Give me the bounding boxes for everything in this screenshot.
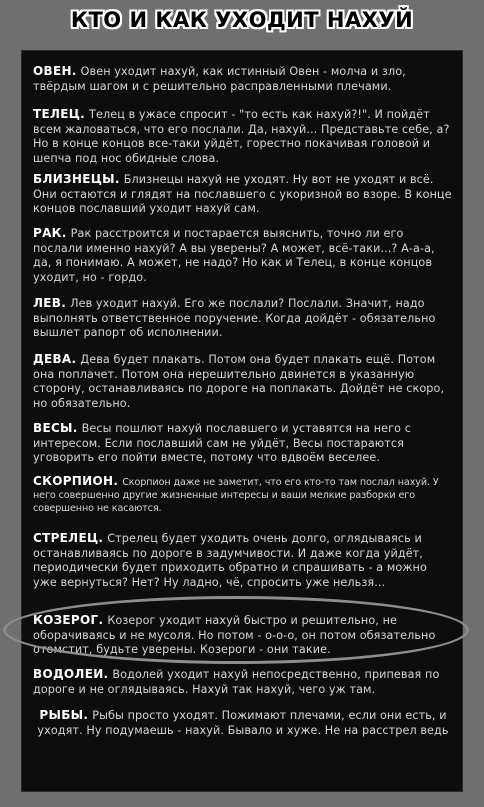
- entry-heading: ОВЕН.: [33, 64, 77, 78]
- entry-text: Лев уходит нахуй. Его же послали? Послали. Значит, надо выполнять ответственное поручение. Когда дойдёт - обязательно вышлет рапорт об исполнении.: [33, 297, 436, 340]
- entry-heading: ВЕСЫ.: [33, 421, 78, 435]
- entry-text: Рыбы просто уходят. Пожимают плечами, если они есть, и уходят. Ну подумаешь - нахуй. Бывало и хуже. Не на расстрел ведь: [37, 709, 449, 737]
- entry-heading: ВОДОЛЕИ.: [33, 667, 109, 681]
- entry-text: Весы пошлют нахуй пославшего и уставятся на него с интересом. Если пославший сам не уйдёт, Весы постараются уговорить его пойти вместе, потому что вдвоём веселее.: [33, 422, 411, 465]
- entry-heading: РАК.: [33, 226, 67, 240]
- entry-heading: РЫБЫ.: [39, 708, 89, 722]
- entry-leo: [33, 296, 453, 341]
- entry-text: Рак расстроится и постарается выяснить, точно ли его послали именно нахуй? А вы уверены? А может, всё-таки...? А-а-а, да, я понимаю. А может, не надо? Но как и Телец, в конце концов уходит, но - гордо.: [33, 227, 435, 284]
- page-title: КТО И КАК УХОДИТ НАХУЙ: [70, 8, 414, 32]
- entry-heading: ДЕВА.: [33, 352, 77, 366]
- entry-cancer: [33, 226, 453, 285]
- entry-virgo: [33, 352, 453, 411]
- entry-text: Стрелец будет уходить очень долго, оглядываясь и останавливаясь по дороге в задумчивости. И даже когда уйдёт, периодически будет приходить обратно и спрашивать - а можно уже вернуться? Нет? Ну ладно, чё, спросить уже нельзя...: [33, 532, 427, 589]
- entry-heading: БЛИЗНЕЦЫ.: [33, 172, 120, 186]
- entry-gemini: [33, 172, 453, 217]
- entry-text: Овен уходит нахуй, как истинный Овен - молча и зло, твёрдым шагом и с решительно расправленными плечами.: [33, 65, 406, 93]
- entry-capricorn: [33, 613, 453, 658]
- entry-text: Водолей уходит нахуй непосредственно, припевая по дороге и не оглядываясь. Нахуй так нахуй, чего уж там.: [33, 668, 440, 696]
- entry-heading: ТЕЛЕЦ.: [33, 107, 86, 121]
- entry-heading: КОЗЕРОГ.: [33, 613, 104, 627]
- entry-heading: СКОРПИОН.: [33, 474, 119, 488]
- entry-aries: [33, 64, 453, 94]
- entry-text: Козерог уходит нахуй быстро и решительно, не оборачиваясь и не мусоля. Но потом - о-о-о, он потом обязательно отомстит, будьте уверены. Козероги - они такие.: [33, 614, 436, 657]
- entry-heading: СТРЕЛЕЦ.: [33, 531, 104, 545]
- entry-aquarius: [33, 667, 453, 697]
- entry-scorpio: [33, 475, 453, 516]
- entry-text: Близнецы нахуй не уходят. Ну вот не уходят и всё. Они остаются и глядят на пославшего с укоризной во взоре. В конце концов пославший уходит нахуй сам.: [33, 173, 452, 216]
- entry-heading: ЛЕВ.: [33, 296, 67, 310]
- entry-text: Скорпион даже не заметит, что его кто-то там послал нахуй. У него совершенно другие жизненные интересы и ваши мелкие разборки его совершенно не касаются.: [33, 477, 439, 515]
- entry-libra: [33, 421, 453, 466]
- entry-text: Дева будет плакать. Потом она будет плакать ещё. Потом она поплачет. Потом она нерешительно двинется в указанную сторону, останавливаясь по дороге на поплакать. Дойдёт не скоро, но обязательно.: [33, 353, 445, 410]
- entry-pisces: [33, 708, 453, 738]
- entry-sagittarius: [33, 531, 453, 590]
- entry-taurus: [33, 107, 453, 166]
- entry-text: Телец в ужасе спросит - "то есть как нахуй?!". И пойдёт всем жаловаться, что его послали. Да, нахуй... Представьте себе, а? Но в конце концов все-таки уйдёт, горестно покачивая головой и шепча под нос обидные слова.: [33, 108, 450, 165]
